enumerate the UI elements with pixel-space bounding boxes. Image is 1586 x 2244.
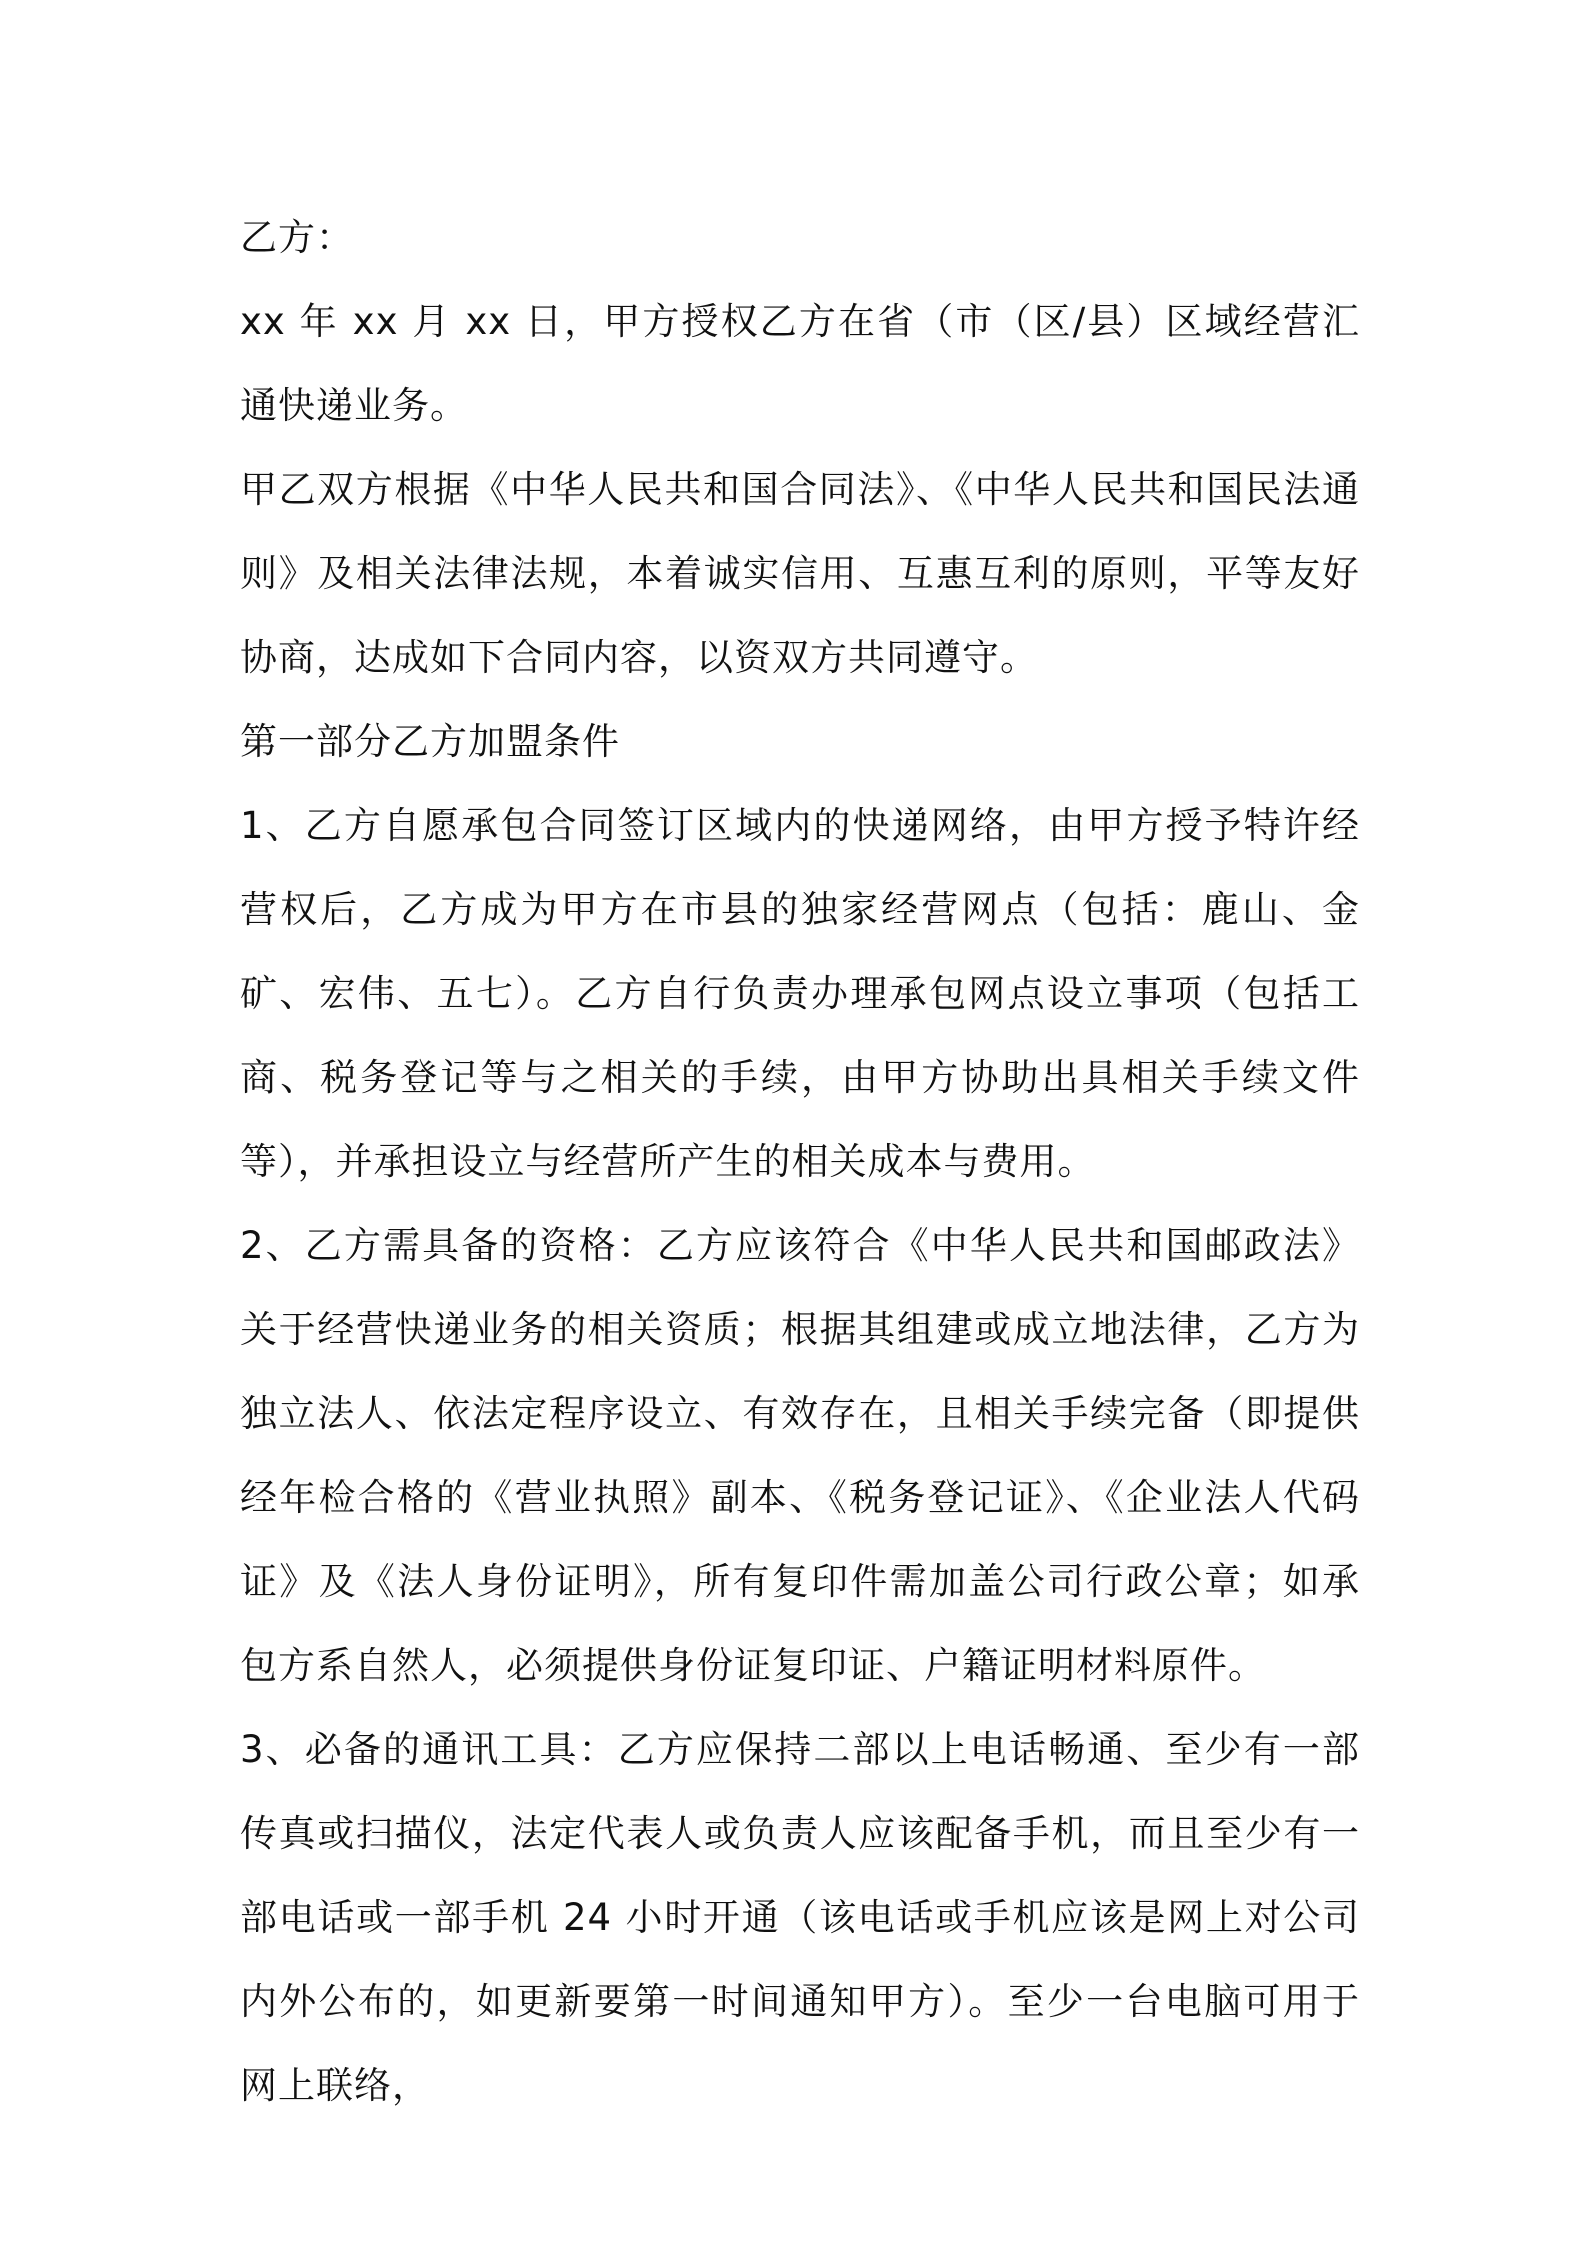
clause-2: 2、乙方需具备的资格：乙方应该符合《中华人民共和国邮政法》关于经营快递业务的相关资质；根据其组建或成立地法律，乙方为独立法人、依法定程序设立、有效存在，且相关手续完备（即提供经年检合格的《营业执照》副本、《税务登记证》、《企业法人代码证》及《法人身份证明》，所有复印件需加盖公司行政公章；如承包方系自然人，必须提供身份证复印证、户籍证明材料原件。 [240, 1224, 1360, 1687]
clause-3: 3、必备的通讯工具：乙方应保持二部以上电话畅通、至少有一部传真或扫描仪，法定代表人或负责人应该配备手机，而且至少有一部电话或一部手机 24 小时开通（该电话或手机应该是网上对公司内外公布的，如更新要第一时间通知甲方）。至少一台电脑可用于网上联络， [240, 1728, 1360, 2107]
clause-1: 1、乙方自愿承包合同签订区域内的快递网络，由甲方授予特许经营权后，乙方成为甲方在市县的独家经营网点（包括：鹿山、金矿、宏伟、五七）。乙方自行负责办理承包网点设立事项（包括工商、税务登记等与之相关的手续，由甲方协助出具相关手续文件等），并承担设立与经营所产生的相关成本与费用。 [240, 804, 1360, 1183]
contract-page [240, 196, 1360, 2128]
party-b-label: 乙方： [240, 216, 354, 259]
section-heading: 第一部分乙方加盟条件 [240, 720, 620, 763]
authorization-paragraph: xx 年 xx 月 xx 日，甲方授权乙方在省（市（区/县）区域经营汇通快递业务。 [240, 300, 1360, 427]
legal-basis-paragraph: 甲乙双方根据《中华人民共和国合同法》、《中华人民共和国民法通则》及相关法律法规，本着诚实信用、互惠互利的原则，平等友好协商，达成如下合同内容，以资双方共同遵守。 [240, 468, 1360, 679]
